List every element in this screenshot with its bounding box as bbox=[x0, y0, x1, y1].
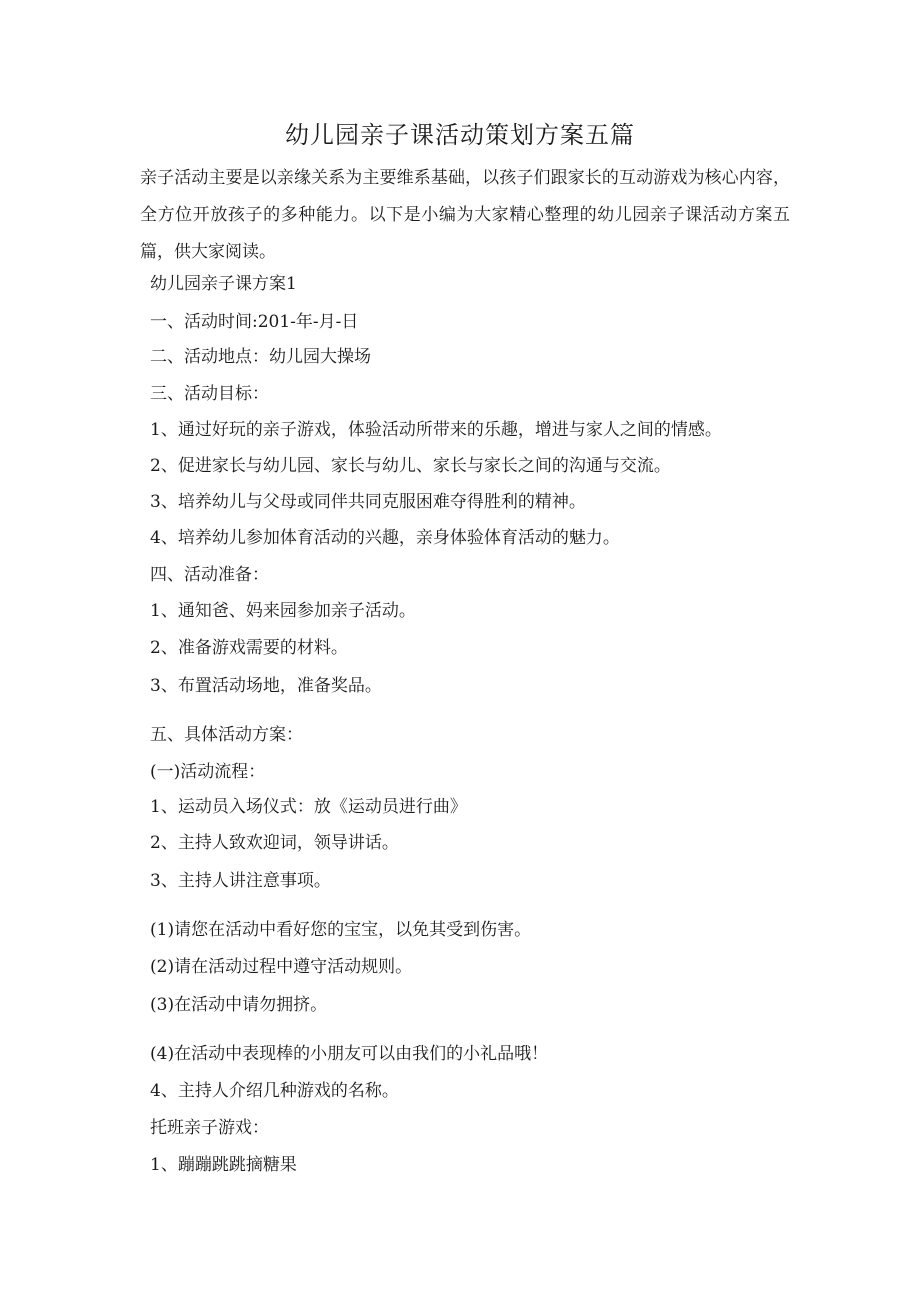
plan-details-heading: 五、具体活动方案： bbox=[150, 725, 303, 745]
preparation-heading: 四、活动准备： bbox=[150, 565, 269, 585]
note-item-3: (3)在活动中请勿拥挤。 bbox=[150, 995, 328, 1015]
note-item-1: (1)请您在活动中看好您的宝宝，以免其受到伤害。 bbox=[150, 920, 532, 940]
goal-item-1: 1、通过好玩的亲子游戏，体验活动所带来的乐趣，增进与家人之间的情感。 bbox=[150, 420, 722, 440]
flow-heading: (一)活动流程： bbox=[150, 762, 266, 782]
plan-heading: 幼儿园亲子课方案1 bbox=[150, 274, 297, 294]
note-item-4: (4)在活动中表现棒的小朋友可以由我们的小礼品哦！ bbox=[150, 1044, 549, 1064]
activity-location: 二、活动地点：幼儿园大操场 bbox=[150, 347, 371, 367]
game-item-1: 1、蹦蹦跳跳摘糖果 bbox=[150, 1155, 297, 1175]
flow-item-1: 1、运动员入场仪式：放《运动员进行曲》 bbox=[150, 797, 467, 817]
flow-item-3: 3、主持人讲注意事项。 bbox=[150, 871, 331, 891]
activity-time: 一、活动时间:201-年-月-日 bbox=[150, 312, 359, 332]
goal-item-4: 4、培养幼儿参加体育活动的兴趣，亲身体验体育活动的魅力。 bbox=[150, 528, 620, 548]
preparation-item-3: 3、布置活动场地，准备奖品。 bbox=[150, 676, 382, 696]
document-title: 幼儿园亲子课活动策划方案五篇 bbox=[285, 121, 635, 149]
goal-item-2: 2、促进家长与幼儿园、家长与幼儿、家长与家长之间的沟通与交流。 bbox=[150, 456, 671, 476]
note-item-2: (2)请在活动过程中遵守活动规则。 bbox=[150, 957, 413, 977]
flow-item-4: 4、主持人介绍几种游戏的名称。 bbox=[150, 1081, 399, 1101]
goal-item-3: 3、培养幼儿与父母或同伴共同克服困难夺得胜利的精神。 bbox=[150, 492, 586, 512]
goals-heading: 三、活动目标： bbox=[150, 384, 269, 404]
toddler-games-heading: 托班亲子游戏： bbox=[150, 1118, 269, 1138]
preparation-item-1: 1、通知爸、妈来园参加亲子活动。 bbox=[150, 601, 416, 621]
preparation-item-2: 2、准备游戏需要的材料。 bbox=[150, 638, 348, 658]
intro-paragraph: 亲子活动主要是以亲缘关系为主要维系基础，以孩子们跟家长的互动游戏为核心内容，全方位开放孩子的多种能力。以下是小编为大家精心整理的幼儿园亲子课活动方案五篇，供大家阅读。 bbox=[140, 168, 790, 262]
flow-item-2: 2、主持人致欢迎词，领导讲话。 bbox=[150, 833, 399, 853]
